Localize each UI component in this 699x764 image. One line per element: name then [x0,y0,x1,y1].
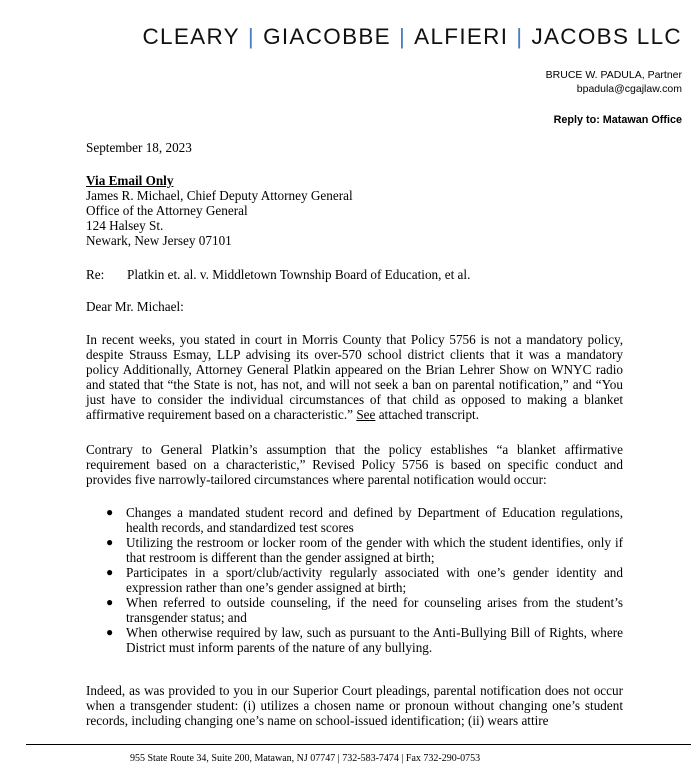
recipient-line: Office of the Attorney General [86,203,248,218]
firm-name-2: GIACOBBE [263,24,391,49]
list-item [104,625,623,655]
firm-name-3: ALFIERI [414,24,509,49]
recipient-line: James R. Michael, Chief Deputy Attorney General [86,188,353,203]
paragraph-3: Indeed, as was provided to you in our Superior Court pleadings, parental notification does not occur when a transgender student: (i) utilizes a chosen name or pronoun without changing one’s student records, including changing one’s name on school-issued identification; (ii) wears attire [86,683,623,728]
recipient-block [86,173,623,248]
list-item [104,535,623,565]
contact-email[interactable]: bpadula@cgajlaw.com [576,83,682,95]
firm-separator: | [399,24,407,49]
footer-divider [26,744,691,745]
paragraph-1-end: attached transcript. [375,407,480,422]
re-label: Re: [86,267,105,282]
list-item [104,505,623,535]
see-reference: See [356,407,376,422]
list-item-text: Utilizing the restroom or locker room of the gender with which the student identifies, only if that restroom is different than the gender assigned at birth; [126,535,623,565]
paragraph-1 [86,332,623,422]
list-item-text: When referred to outside counseling, if the need for counseling arises from the student’s transgender status; and [126,595,623,625]
contact-block [546,68,682,96]
footer-address: 955 State Route 34, Suite 200, Matawan, NJ 07747 | 732-583-7474 | Fax 732-290-0753 [130,753,481,764]
list-item-text: When otherwise required by law, such as pursuant to the Anti-Bullying Bill of Rights, where District must inform parents of the nature of any bullying. [126,625,623,655]
bullet-icon: ● [106,505,114,519]
list-item [104,595,623,625]
list-item [104,565,623,595]
bullet-icon: ● [106,595,114,609]
firm-name [142,24,682,50]
bullet-icon: ● [106,625,114,639]
conditions-list [104,505,623,655]
paragraph-1-text: In recent weeks, you stated in court in Morris County that Policy 5756 is not a mandatory policy, despite Strauss Esmay, LLP advising its over-570 school district clients that it was a mandatory policy Additionally, Attorney General Platkin appeared on the Brian Lehrer Show on WNYC radio and stated that “the State is not, has not, and will not seek a ban on parental notification,” and “You just have to consider the individual circumstances of that child as opposed to making a blanket affirmative requirement based on a characteristic.” [86,332,623,422]
contact-name: BRUCE W. PADULA, Partner [545,69,682,81]
bullet-icon: ● [106,535,114,549]
list-item-text: Participates in a sport/club/activity regularly associated with one’s gender identity and expression rather than one’s gender assigned at birth; [126,565,623,595]
reply-to: Reply to: Matawan Office [553,114,682,126]
firm-name-1: CLEARY [142,24,240,49]
delivery-method: Via Email Only [86,173,174,188]
bullet-icon: ● [106,565,114,579]
list-item-text: Changes a mandated student record and defined by Department of Education regulations, health records, and standardized test scores [126,505,623,535]
salutation: Dear Mr. Michael: [86,299,184,314]
paragraph-2: Contrary to General Platkin’s assumption that the policy establishes “a blanket affirmative requirement based on a characteristic,” Revised Policy 5756 is based on specific conduct and provides five narrowly-tailored circumstances where parental notification would occur: [86,442,623,487]
firm-name-4: JACOBS LLC [531,24,682,49]
firm-separator: | [247,24,256,49]
re-subject: Platkin et. al. v. Middletown Township Board of Education, et al. [127,267,471,282]
recipient-line: Newark, New Jersey 07101 [86,233,232,248]
recipient-line: 124 Halsey St. [86,218,164,233]
letter-date: September 18, 2023 [86,140,192,155]
firm-separator: | [516,24,524,49]
